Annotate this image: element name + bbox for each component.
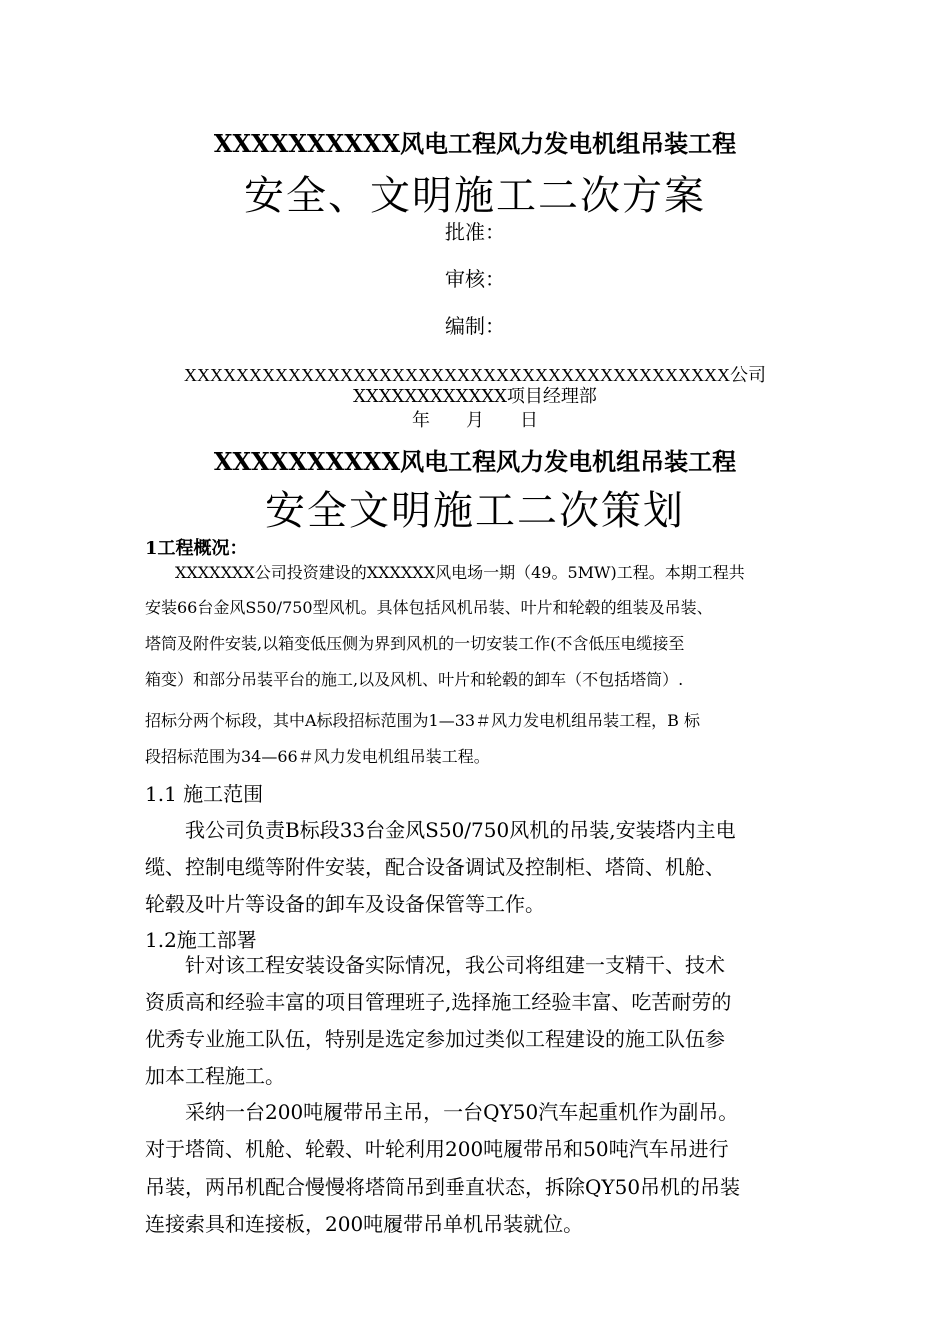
section1-2-para1-line: 优秀专业施工队伍，特别是选定参加过类似工程建设的施工队伍参 — [145, 1027, 725, 1051]
section1-2-para2-line: 吊装，两吊机配合慢慢将塔筒吊到垂直状态，拆除QY50吊机的吊装 — [145, 1175, 741, 1199]
section1-2-para1-line: 资质高和经验丰富的项目管理班子,选择施工经验丰富、吃苦耐劳的 — [145, 990, 732, 1014]
section1-line: XXXXXXX公司投资建设的XXXXXX风电场一期（49。5MW)工程。本期工程共 — [175, 563, 745, 582]
section1-2-heading: 1.2施工部署 — [145, 928, 257, 952]
body-project-title: XXXXXXXXXX风电工程风力发电机组吊装工程 — [213, 447, 737, 476]
company-name: XXXXXXXXXXXXXXXXXXXXXXXXXXXXXXXXXXXXXXXXXX公司 — [184, 365, 766, 385]
section1-1-line: 轮毂及叶片等设备的卸车及设备保管等工作。 — [145, 892, 545, 916]
section1-2-para1-line: 加本工程施工。 — [145, 1064, 285, 1088]
section1-heading: 1工程概况： — [145, 538, 248, 559]
cover-plan-title: 安全、文明施工二次方案 — [244, 173, 706, 219]
section1-line: 段招标范围为34—66＃风力发电机组吊装工程。 — [145, 747, 490, 766]
section1-1-line: 缆、控制电缆等附件安装，配合设备调试及控制柜、塔筒、机舱、 — [145, 855, 725, 879]
body-plan-title: 安全文明施工二次策划 — [265, 488, 685, 534]
approve-label: 批准： — [445, 220, 505, 244]
department-name: XXXXXXXXXXXX项目经理部 — [353, 386, 597, 407]
section1-1-line: 我公司负责B标段33台金风S50/750风机的吊装,安装塔内主电 — [185, 818, 736, 842]
section1-2-para2-line: 采纳一台200吨履带吊主吊，一台QY50汽车起重机作为副吊。 — [185, 1100, 739, 1124]
cover-project-title: XXXXXXXXXX风电工程风力发电机组吊装工程 — [213, 129, 737, 158]
section1-1-heading: 1.1 施工范围 — [145, 782, 264, 806]
section1-line: 招标分两个标段，其中A标段招标范围为1—33＃风力发电机组吊装工程，B 标 — [145, 711, 700, 730]
section1-line: 箱变）和部分吊装平台的施工,以及风机、叶片和轮毂的卸车（不包括塔筒）. — [145, 670, 684, 689]
review-label: 审核： — [445, 267, 505, 291]
section1-line: 塔筒及附件安装,以箱变低压侧为界到风机的一切安装工作(不含低压电缆接至 — [145, 634, 685, 653]
date-line: 年 月 日 — [412, 410, 538, 431]
section1-line: 安装66台金风S50/750型风机。具体包括风机吊装、叶片和轮毂的组装及吊装、 — [145, 598, 713, 617]
section1-2-para1-line: 针对该工程安装设备实际情况，我公司将组建一支精干、技术 — [185, 953, 725, 977]
prepare-label: 编制： — [445, 314, 505, 338]
section1-2-para2-line: 对于塔筒、机舱、轮毂、叶轮利用200吨履带吊和50吨汽车吊进行 — [145, 1137, 729, 1161]
section1-2-para2-line: 连接索具和连接板，200吨履带吊单机吊装就位。 — [145, 1212, 584, 1236]
